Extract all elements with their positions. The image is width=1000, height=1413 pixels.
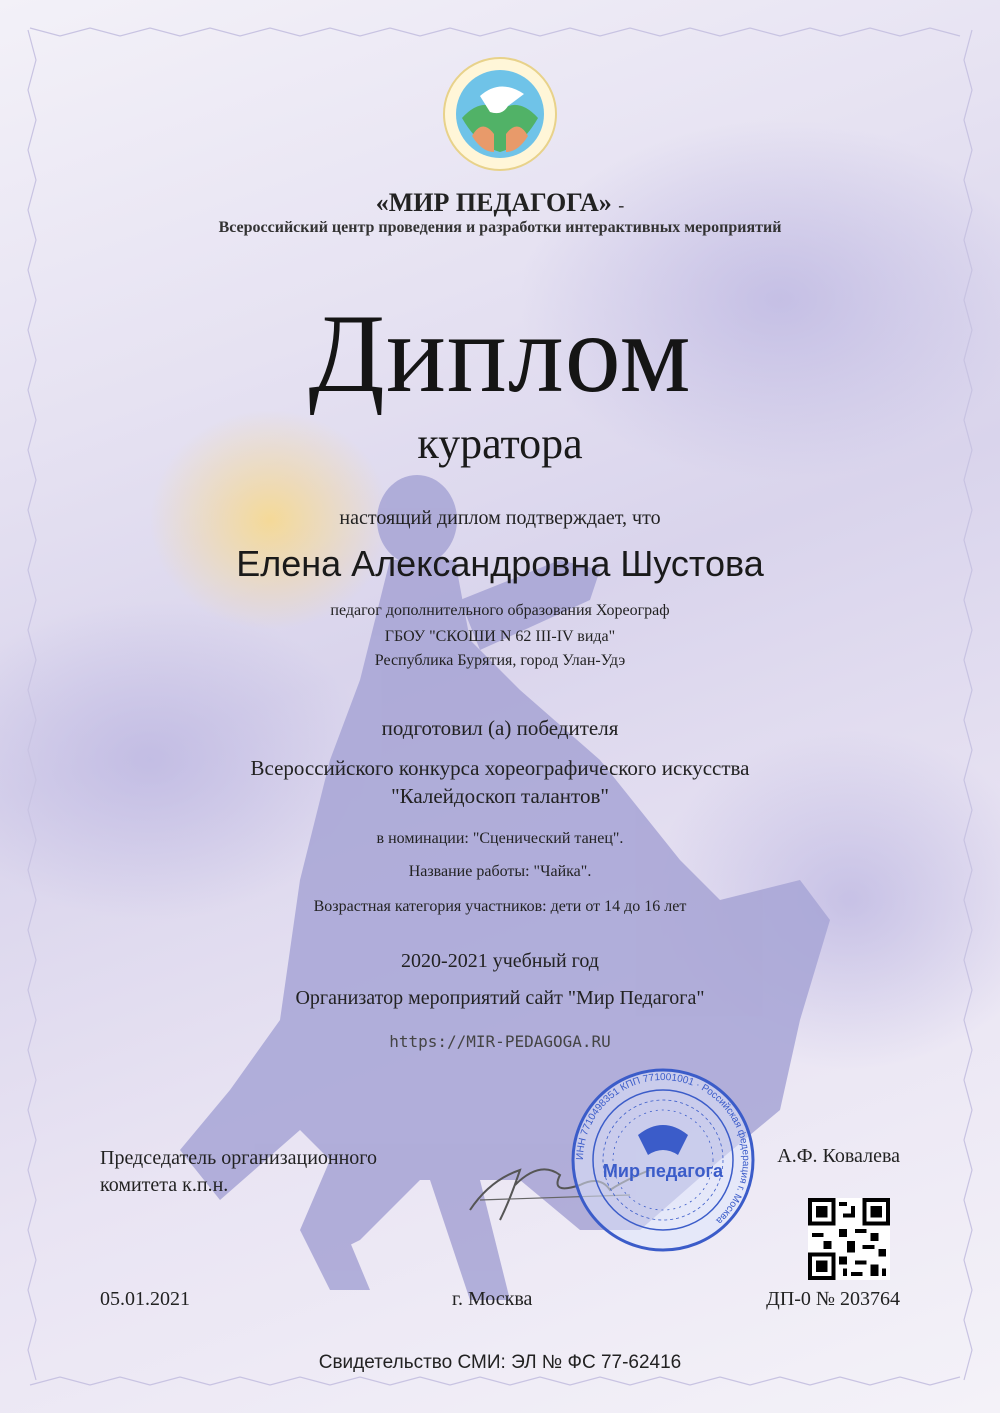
contest-name: "Калейдоскоп талантов"	[391, 784, 609, 808]
organizer-text: Организатор мероприятий сайт "Мир Педагога"	[295, 987, 705, 1009]
media-registration: Свидетельство СМИ: ЭЛ № ФС 77-62416	[318, 1352, 682, 1373]
qr-code	[808, 1198, 890, 1280]
contest-title: Всероссийского конкурса хореографического искусства	[250, 756, 750, 780]
issue-city: г. Москва	[452, 1288, 533, 1310]
issue-date: 05.01.2021	[100, 1288, 190, 1310]
recipient-school: ГБОУ "СКОШИ N 62 III-IV вида"	[384, 628, 616, 645]
chairman-title	[100, 1145, 377, 1199]
diploma-subtitle: куратора	[417, 419, 583, 468]
school-year: 2020-2021 учебный год	[401, 950, 599, 972]
stamp-ring-text: ИНН 7710498351 КПП 771001001 · Российская федерация г. Москва	[574, 1071, 752, 1227]
stamp-center-text: Мир педагога	[602, 1161, 724, 1181]
org-dash: -	[618, 195, 625, 215]
org-logo	[442, 56, 558, 172]
org-title	[0, 188, 1000, 218]
diploma-title: Диплом	[308, 292, 692, 416]
confirm-text: настоящий диплом подтверждает, что	[339, 507, 661, 529]
age-category: Возрастная категория участников: дети от 14 до 16 лет	[313, 898, 687, 915]
nomination-text: в номинации: "Сценический танец".	[376, 830, 624, 847]
chairman-line-2: комитета к.п.н.	[100, 1174, 229, 1196]
official-stamp	[568, 1065, 758, 1255]
chairman-line-1: Председатель организационного	[100, 1147, 378, 1169]
org-subtitle: Всероссийский центр проведения и разработки интерактивных мероприятий	[218, 219, 782, 236]
recipient-region: Республика Бурятия, город Улан-Удэ	[374, 652, 626, 669]
recipient-name: Елена Александровна Шустова	[236, 543, 764, 584]
diploma-number: ДП-0 № 203764	[766, 1288, 900, 1310]
org-name: «МИР ПЕДАГОГА»	[375, 188, 612, 217]
recipient-position: педагог дополнительного образования Хореограф	[330, 602, 670, 619]
prepared-text: подготовил (а) победителя	[381, 716, 619, 740]
work-title: Название работы: "Чайка".	[408, 863, 592, 880]
chairman-name: А.Ф. Ковалева	[777, 1145, 900, 1167]
site-link[interactable]: https://MIR-PEDAGOGA.RU	[389, 1032, 611, 1051]
